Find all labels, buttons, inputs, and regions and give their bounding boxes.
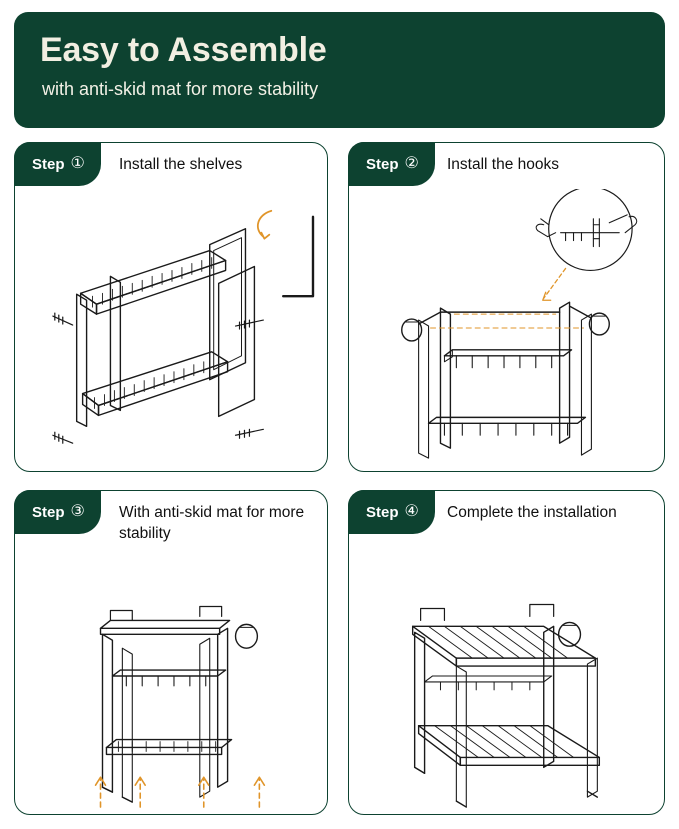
- step-title-1: Install the shelves: [119, 156, 243, 173]
- step-badge-word: Step: [366, 155, 399, 173]
- step-badge-number: ①: [70, 155, 85, 172]
- step-illustration-1: [15, 189, 327, 471]
- step-title-3: With anti-skid mat for more stability: [119, 504, 305, 542]
- step-title-4: Complete the installation: [447, 504, 617, 521]
- step-badge-number: ④: [404, 503, 419, 520]
- step-illustration-2: [349, 189, 664, 471]
- step-badge-number: ②: [404, 155, 419, 172]
- step-badge-1: [14, 142, 101, 186]
- step-illustration-3: [15, 537, 327, 814]
- step-badge-4: [348, 490, 435, 534]
- step-badge-number: ③: [70, 503, 85, 520]
- header-banner: [14, 12, 665, 128]
- page-subtitle: with anti-skid mat for more stability: [42, 79, 319, 99]
- step-card-2: [348, 142, 665, 472]
- step-title-2: Install the hooks: [447, 156, 560, 173]
- step-card-1: [14, 142, 328, 472]
- step-badge-word: Step: [366, 503, 399, 521]
- step-card-4: [348, 490, 665, 815]
- step-badge-word: Step: [32, 155, 65, 173]
- page-title: Easy to Assemble: [40, 31, 327, 69]
- step-illustration-4: [349, 537, 664, 814]
- step-badge-2: [348, 142, 435, 186]
- step-badge-word: Step: [32, 503, 65, 521]
- step-card-3: [14, 490, 328, 815]
- step-badge-3: [14, 490, 101, 534]
